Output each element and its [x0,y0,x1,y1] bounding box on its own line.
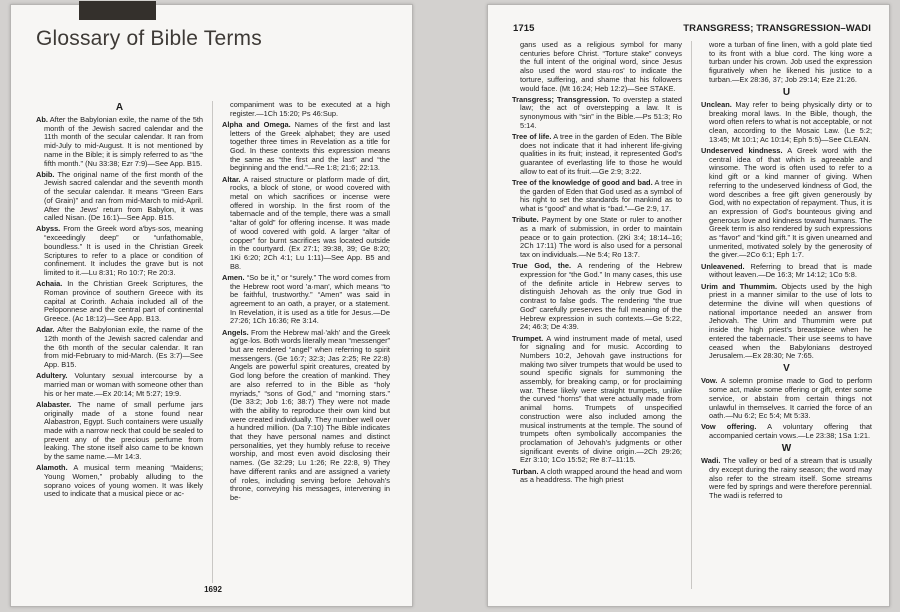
entry-term: Trumpet. [512,333,544,343]
entry-term: Alamoth. [36,463,68,473]
entry-term: Abib. [36,169,55,179]
entry-body: After the Babylonian exile, the name of the 12th month of the Jewish sacred calendar and the 6th month of the secular calendar. It ran from mid-February to mid-March. (Es 3:7)—See App. B15. [44,325,203,369]
entry-body: In the Christian Greek Scriptures, the Roman province of southern Greece with its capital at Corinth. Achaia included all of the Peloponnese and the central part of continental Greece. (Ac 18:12)—See App. B13. [44,279,203,323]
entry-body: Voluntary sexual intercourse by a married man or woman with someone other than his or her mate.—Ex 20:14; Mt 5:27; 19:9. [44,371,203,398]
entry-body: The original name of the first month of the Jewish sacred calendar and the seventh month of the secular calendar. It means “Green Ears (of Grain)” and ran from mid-March to mid-April. After the Jews’ return from Babylon, it was called Nisan. (De 16:1)—See App. B15. [44,169,203,223]
glossary-entry [512,133,682,177]
page-left [10,4,413,607]
glossary-entry [512,216,682,260]
entry-term: Tribute. [512,215,539,225]
entry-body: The name of small perfume jars originally made of a stone found near Alabastron, Egypt. Such containers were usually made with a narrow neck that could be sealed to prevent any of the precious perfume from leaking. The stone itself also came to be known by the same name.—Mr 14:3. [44,399,203,462]
glossary-entry [36,225,203,277]
section-letter: U [782,87,791,99]
entry-body: A wind instrument made of metal, used for signaling and for music. According to Numbers 10:2, Jehovah gave instructions for making two silver trumpets that would be used to sound specific signals for summoning the assembly, for breaking camp, or for proclaiming war. These likely were straight trumpets, unlike the curved “horns” that were actually made from animal horns. Trumpets of unspecified construction were also included among the musical instruments at the temple. The sound of trumpets often symbolically accompanies the proclamation of Jehovah’s judgments or other significant events of divine origin.—2Ch 29:26; Ezr 3:10; 1Co 15:52; Re 8:7–11:15. [520,333,682,465]
entry-body: “So be it,” or “surely.” The word comes from the Hebrew root word 'a·man', which means “to be faithful, trustworthy.” “Amen” was said in agreement to an oath, a prayer, or a statement. In Revelation, it is used as a title for Jesus.—De 27:26; 1Ch 16:36; Re 3:14. [230,272,390,326]
right-page-column-2 [692,41,872,589]
section-letter: W [781,443,792,455]
entry-term: Unleavened. [701,261,745,271]
glossary-entry [701,457,872,501]
entry-body: From the Hebrew mal·'akh' and the Greek ag'ge·los. Both words literally mean “messenger” but are rendered “angel” when referring to spirit messengers. (Ge 16:7; 32:3; Jas 2:25; Re 22:8) Angels are powerful spirit creatures, created by God long before the creation of mankind. They are also referred to in the Bible as “holy myriads,” “sons of God,” and “morning stars.” (De 33:2; Job 1:6; 38:7) They were not made with the ability to reproduce their own kind but were created individually. They number well over a hundred million. (Da 7:10) The Bible indicates that they have personal names and distinct personalities, yet they humbly refuse to receive worship, and most even avoid disclosing their names. (Ge 32:29; Lu 1:26; Re 22:8, 9) They have different ranks and are assigned a variety of roles, including serving before Jehovah’s throne, conveying his messages, intervening in be- [230,327,390,502]
entry-term: Wadi. [701,456,721,466]
entry-body: Objects used by the high priest in a manner similar to the use of lots to determine the divine will when questions of national importance needed an answer from Jehovah. The Urim and Thummim were put inside the high priest’s breastpiece when he entered the tabernacle. Their use seems to have ceased when the Babylonians destroyed Jerusalem.—Ex 28:30; Ne 7:65. [709,281,872,361]
glossary-entry [222,176,390,272]
entry-term: Adar. [36,325,55,335]
section-letter: V [783,363,790,375]
bookmark-tab[interactable] [79,1,156,20]
entry-term: Ab. [36,115,48,124]
entry-term: Transgress; Transgression. [512,94,610,104]
left-page-column-2 [213,101,390,583]
entry-body: A solemn promise made to God to perform some act, make some offering or gift, enter some service, or abstain from certain things not unlawful in themselves. It carried the force of an oath.—Nu 6:2; Ec 5:4; Mt 5:33. [709,376,872,421]
right-page-columns [512,41,872,589]
entry-body: A voluntary offering that accompanied certain vows.—Le 23:38; 1Sa 1:21. [709,422,872,441]
left-page-column-1 [36,101,213,583]
entry-body: From the Greek word a'bys·sos, meaning “exceedingly deep” or “unfathomable, boundless.” It is used in the Christian Greek Scriptures to refer to a place or condition of confinement. It includes the grave but is not limited to it.—Lu 8:31; Ro 10:7; Re 20:3. [44,224,203,277]
right-page-column-1 [512,41,692,589]
entry-body: A rendering of the Hebrew expression for “the God.” In many cases, this use of the definite article in Hebrew serves to distinguish Jehovah as the only true God in contrast to false gods. The rendering “the true God” carefully preserves the full meaning of the Hebrew expression in such contexts.—Ge 5:22, 24; 46:3; De 4:39. [520,261,682,332]
entry-body: A Greek word with the central idea of that which is agreeable and winsome. The word is often used to refer to a kind gift or a kind manner of giving. When referring to the undeserved kindness of God, the word describes a free gift given generously by God, with no expectation of repayment. Thus, it is an expression of God’s bounteous giving and generous love and kindness toward humans. The Greek term is also rendered by such expressions as “favor” and “kind gift.” It is given unearned and unmerited, motivated solely by the generosity of the giver.—2Co 6:1; Eph 1:7. [709,146,872,260]
section-letter: A [115,102,124,113]
entry-body: The valley or bed of a stream that is usually dry except during the rainy season; the word may also refer to the stream itself. Some streams were fed by springs and were therefore perennial. The wadi is referred to [709,456,872,501]
glossary-entry [701,283,872,361]
running-header [513,23,871,34]
entry-term: Tree of life. [512,132,552,142]
entry-body: A tree in the garden of Eden that God used as a symbol of his right to set the standards for mankind as to what is “good” and what is “bad.”—Ge 2:9, 17. [520,178,682,214]
glossary-entry [701,147,872,260]
entry-body: Payment by one State or ruler to another as a mark of submission, in order to maintain peace or to gain protection. (2Ki 3:4; 18:14–16; 2Ch 17:11) The word is also used for a personal tax on individuals.—Ne 5:4; Ro 13:7. [520,215,682,260]
glossary-entry [512,179,682,214]
glossary-entry [36,464,203,499]
glossary-entry [36,372,203,398]
glossary-entry [701,101,872,145]
entry-term: Turban. [512,466,539,476]
header-title: TRANSGRESS; TRANSGRESSION–WADI [683,23,871,34]
continuation-paragraph: gans used as a religious symbol for many centuries before Christ. “Torture stake” conveys the full intent of the original word, since Jesus also used the word stau·ros' to indicate the torture, suffering, and shame that his followers would face. (Mt 16:24; Heb 12:2)—See STAKE. [520,41,682,93]
entry-body: Names of the first and last letters of the Greek alphabet; they are used together three times in Revelation as a title for God. In these contexts this expression means the same as “the first and the last” and “the beginning and the end.”—Re 1:8; 21:6; 22:13. [230,119,390,173]
glossary-entry [701,377,872,421]
entry-term: Unclean. [701,100,732,110]
glossary-entry [701,423,872,440]
entry-body: To overstep a stated law; the act of overstepping a law. It is synonymous with “sin” in the Bible.—Ps 51:3; Ro 5:14. [520,94,682,130]
entry-body: A cloth wrapped around the head and worn as a headdress. The high priest [520,466,682,485]
entry-term: Vow offering. [701,422,757,432]
glossary-entry [36,171,203,223]
left-page-columns [36,101,390,583]
entry-term: Amen. [222,272,245,282]
continuation-paragraph: companiment was to be executed at a high register.—1Ch 15:20; Ps 46:Sup. [230,101,390,118]
entry-term: Angels. [222,327,249,337]
entry-body: After the Babylonian exile, the name of the 5th month of the Jewish sacred calendar and the 11th month of the secular calendar. It ran from mid-July to mid-August. It is not mentioned by name in the Bible; it is simply referred to as “the fifth month.” (Nu 33:38; Ezr 7:9)—See App. B15. [44,115,203,168]
continuation-paragraph: wore a turban of fine linen, with a gold plate tied to its front with a blue cord. The king wore a turban under his crown. Job used the expression figuratively when he likened his justice to a turban.—Ex 28:36, 37; Job 29:14; Eze 21:26. [709,41,872,84]
entry-term: Urim and Thummim. [701,281,778,291]
entry-term: Undeserved kindness. [701,146,783,156]
entry-term: True God, the. [512,261,572,271]
glossary-entry [36,326,203,370]
entry-term: Achaia. [36,279,63,289]
glossary-entry [512,468,682,485]
page-right [487,4,890,607]
entry-body: A tree in the garden of Eden. The Bible does not indicate that it had inherent life-giving qualities in its fruit; instead, it represented God’s guarantee of everlasting life to those he would allow to eat of its fruit.—Ge 2:9; 3:22. [520,132,682,176]
entry-term: Altar. [222,174,241,184]
glossary-entry [36,116,203,168]
glossary-entry [222,274,390,326]
glossary-entry [701,263,872,280]
glossary-entry [36,280,203,324]
entry-term: Alabaster. [36,399,72,409]
entry-term: Adultery. [36,371,68,381]
page-number-footer: 1692 [204,585,222,594]
entry-body: A raised structure or platform made of dirt, rocks, a block of stone, or wood covered with metal on which sacrifices or incense were offered in worship. In the first room of the tabernacle and of the temple, there was a small “altar of gold” for offering incense. It was made of wood covered with gold. A larger “altar of copper” for burnt sacrifices was located outside in the courtyard. (Ex 27:1; 39:38, 39; Ge 8:20; 1Ki 6:20; 2Ch 4:1; Lu 1:11)—See App. B5 and B8. [230,174,390,271]
entry-body: A musical term meaning “Maidens; Young Women,” probably alluding to the soprano voices of young women. It was likely used to indicate that a musical piece or ac- [44,463,203,499]
entry-body: May refer to being physically dirty or to breaking moral laws. In the Bible, though, the word often refers to what is not acceptable, or not clean, according to the Mosaic Law. (Le 5:2; 13:45; Mt 10:1; Ac 10:14; Eph 5:5)—See CLEAN. [709,100,872,144]
header-page-number: 1715 [513,23,535,34]
glossary-entry [222,121,390,173]
entry-term: Tree of the knowledge of good and bad. [512,178,653,188]
glossary-entry [36,401,203,462]
glossary-entry [512,335,682,466]
glossary-entry [222,329,390,503]
glossary-entry [512,262,682,332]
entry-term: Alpha and Omega. [222,119,291,129]
entry-term: Vow. [701,376,718,386]
entry-body: Referring to bread that is made without leaven.—De 16:3; Mr 14:12; 1Co 5:8. [709,261,872,280]
entry-term: Abyss. [36,224,61,234]
glossary-entry [512,96,682,131]
page-title: Glossary of Bible Terms [36,27,262,50]
